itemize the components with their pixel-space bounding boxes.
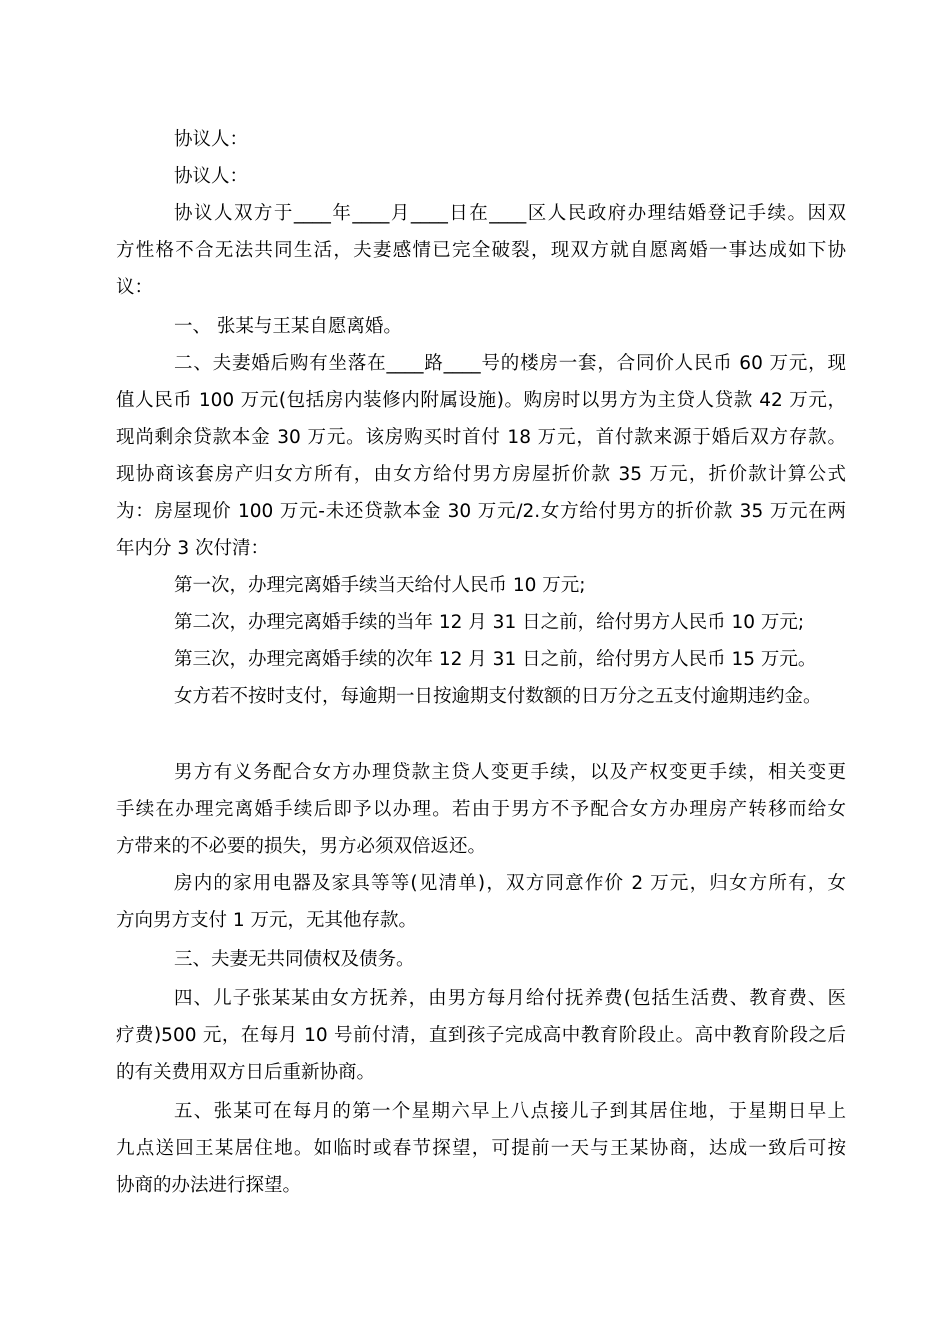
late-penalty: 女方若不按时支付，每逾期一日按逾期支付数额的日万分之五支付逾期违约金。 xyxy=(174,686,822,707)
clause-2-line: 现协商该套房产归女方所有，由女方给付男方房屋折价款 35 万元，折价款计算公式 xyxy=(116,464,846,485)
payment-second: 第二次，办理完离婚手续的当年 12 月 31 日之前，给付男方人民币 10 万元; xyxy=(174,612,805,633)
payment-first: 第一次，办理完离婚手续当天给付人民币 10 万元; xyxy=(174,575,586,596)
clause-2-line: 值人民币 100 万元(包括房内装修内附属设施)。购房时以男方为主贷人贷款 42 万元， xyxy=(116,390,846,411)
preamble-line: 议： xyxy=(116,277,154,298)
furniture-line: 房内的家用电器及家具等等(见清单)，双方同意作价 2 万元，归女方所有，女 xyxy=(174,873,846,894)
clause-4-line: 的有关费用双方日后重新协商。 xyxy=(116,1062,376,1083)
clause-2-line: 二、夫妻婚后购有坐落在____路____号的楼房一套，合同价人民币 60 万元，现 xyxy=(174,353,846,374)
clause-5-line: 九点送回王某居住地。如临时或春节探望，可提前一天与王某协商，达成一致后可按 xyxy=(116,1138,846,1159)
clause-5-line: 协商的办法进行探望。 xyxy=(116,1175,302,1196)
clause-2-line: 年内分 3 次付清： xyxy=(116,538,270,559)
party-line-2: 协议人： xyxy=(174,166,249,187)
payment-third: 第三次，办理完离婚手续的次年 12 月 31 日之前，给付男方人民币 15 万元。 xyxy=(174,649,817,670)
husband-duty-line: 方带来的不必要的损失，男方必须双倍返还。 xyxy=(116,836,487,857)
husband-duty-line: 手续在办理完离婚手续后即予以办理。若由于男方不予配合女方办理房产转移而给女 xyxy=(116,799,846,820)
preamble-line: 方性格不合无法共同生活，夫妻感情已完全破裂，现双方就自愿离婚一事达成如下协 xyxy=(116,240,846,261)
clause-4-line: 四、儿子张某某由女方抚养，由男方每月给付抚养费(包括生活费、教育费、医 xyxy=(174,988,846,1009)
clause-2-line: 为：房屋现价 100 万元-未还贷款本金 30 万元/2.女方给付男方的折价款 35 万元在两 xyxy=(116,501,846,522)
preamble-line: 协议人双方于____年____月____日在____区人民政府办理结婚登记手续。因双 xyxy=(174,203,846,224)
husband-duty-line: 男方有义务配合女方办理贷款主贷人变更手续，以及产权变更手续，相关变更 xyxy=(174,762,846,783)
clause-3: 三、夫妻无共同债权及债务。 xyxy=(174,949,415,970)
party-line-1: 协议人： xyxy=(174,129,249,150)
clause-4-line: 疗费)500 元，在每月 10 号前付清，直到孩子完成高中教育阶段止。高中教育阶段之后 xyxy=(116,1025,846,1046)
clause-2-line: 现尚剩余贷款本金 30 万元。该房购买时首付 18 万元，首付款来源于婚后双方存款。 xyxy=(116,427,846,448)
clause-5-line: 五、张某可在每月的第一个星期六早上八点接儿子到其居住地，于星期日早上 xyxy=(174,1101,846,1122)
clause-1: 一、 张某与王某自愿离婚。 xyxy=(174,316,402,337)
furniture-line: 方向男方支付 1 万元，无其他存款。 xyxy=(116,910,418,931)
